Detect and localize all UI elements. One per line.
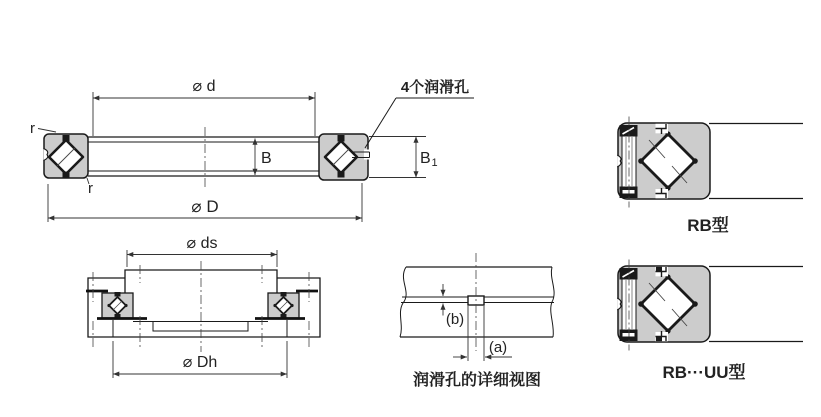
width-B1-label: B: [420, 150, 431, 167]
dia-ds-label: ⌀ ds: [186, 235, 218, 252]
dia-d-label: ⌀ d: [192, 78, 216, 95]
split-notch: [617, 298, 621, 310]
split-notch: [617, 155, 621, 167]
detail-caption: 润滑孔的详细视图: [412, 372, 542, 389]
r-inner-label: r: [88, 180, 93, 197]
dia-Dh-label: ⌀ Dh: [182, 354, 218, 371]
lube-hole-detail-figure: [400, 253, 554, 389]
rb-uu-type-label: RB···UU型: [662, 363, 746, 382]
rb-uu-type-figure: [617, 260, 803, 383]
dim-a-label: (a): [488, 339, 508, 356]
mounting-cross-section-figure: [86, 235, 320, 378]
rb-type-label: RB型: [687, 216, 729, 235]
r-outer-label: r: [30, 120, 35, 137]
split-notch: [44, 149, 48, 161]
width-B-label: B: [261, 150, 272, 167]
width-B1-subscript: 1: [431, 157, 438, 169]
lube-holes-note: 4个润滑孔: [400, 79, 470, 96]
rb-type-figure: [617, 117, 803, 236]
dia-D-label: ⌀ D: [191, 197, 219, 216]
seal-bottom: [656, 337, 662, 341]
seal-top: [656, 267, 662, 271]
dim-b-label: (b): [445, 311, 465, 328]
main-cross-section-figure: [30, 78, 474, 222]
leader-line: [365, 98, 396, 148]
